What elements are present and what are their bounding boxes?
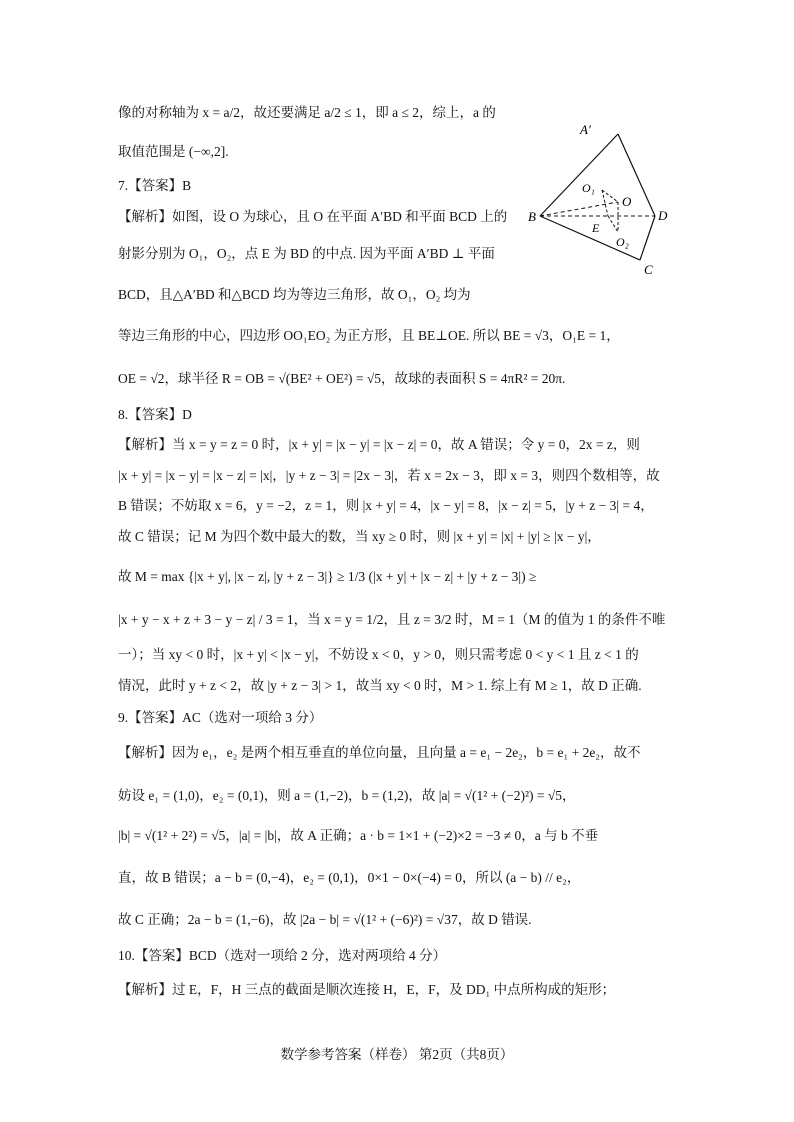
text-line: BCD，且△A′BD 和△BCD 均为等边三角形，故 O₁，O₂ 均为	[118, 287, 471, 302]
line-e-o2	[608, 216, 618, 232]
text-line: 等边三角形的中心，四边形 OO₁EO₂ 为正方形，且 BE⊥OE. 所以 BE = √3，O₁E = 1，	[118, 328, 620, 343]
page-footer: 数学参考答案（样卷） 第2页（共8页）	[280, 1047, 514, 1062]
text-line: |b| = √(1² + 2²) = √5，|a| = |b|，故 A 正确；a · b = 1×1 + (−2)×2 = −3 ≠ 0，a 与 b 不垂	[118, 828, 599, 843]
text-line: |x + y| = |x − y| = |x − z| = |x|，|y + z − 3| = |2x − 3|，若 x = 2x − 3，即 x = 3，则四个数相等，故	[118, 468, 660, 483]
label-a: A′	[580, 122, 591, 137]
question-8-answer: 8.【答案】D	[118, 407, 192, 422]
question-10-answer: 10.【答案】BCD（选对一项给 2 分，选对两项给 4 分）	[118, 948, 447, 963]
text-line: 故 C 错误；记 M 为四个数中最大的数，当 xy ≥ 0 时，则 |x + y| = |x| + |y| ≥ |x − y|，	[118, 529, 601, 544]
text-line: OE = √2，球半径 R = OB = √(BE² + OE²) = √5，故球的表面积 S = 4πR² = 20π.	[118, 371, 566, 386]
text-line: 情况，此时 y + z < 2，故 |y + z − 3| > 1，故当 xy < 0 时，M > 1. 综上有 M ≥ 1，故 D 正确.	[118, 678, 642, 693]
text-line: 【解析】因为 e₁，e₂ 是两个相互垂直的单位向量，且向量 a = e₁ − 2e₂，b = e₁ + 2e₂，故不	[118, 745, 641, 760]
text-line: 像的对称轴为 x = a/2，故还要满足 a/2 ≤ 1，即 a ≤ 2，综上，a 的	[118, 105, 496, 120]
label-b: B	[528, 209, 536, 224]
question-9-answer: 9.【答案】AC（选对一项给 3 分）	[118, 710, 323, 725]
label-o1: O₁	[582, 181, 595, 195]
text-line: 直，故 B 错误；a − b = (0,−4)，e₂ = (0,1)，0×1 − 0×(−4) = 0，所以 (a − b) // e₂，	[118, 870, 581, 885]
label-o2: O₂	[616, 235, 629, 249]
text-line: 妨设 e₁ = (1,0)，e₂ = (0,1)，则 a = (1,−2)，b = (1,2)，故 |a| = √(1² + (−2)²) = √5，	[118, 788, 576, 803]
text-line: 【解析】过 E，F，H 三点的截面是顺次连接 H，E，F，及 DD₁ 中点所构成的矩形；	[118, 982, 616, 997]
text-line: 【解析】如图，设 O 为球心，且 O 在平面 A′BD 和平面 BCD 上的	[118, 209, 508, 224]
text-line: 故 M = max {|x + y|, |x − z|, |y + z − 3|} ≥ 1/3 (|x + y| + |x − z| + |y + z − 3|) ≥	[118, 569, 537, 584]
label-e: E	[592, 221, 600, 235]
text-line: 【解析】当 x = y = z = 0 时，|x + y| = |x − y| = |x − z| = 0，故 A 错误；令 y = 0，2x = z，则	[118, 437, 640, 452]
label-c: C	[644, 262, 653, 277]
text-line: 一）；当 xy < 0 时，|x + y| < |x − y|，不妨设 x < 0，y > 0，则只需考虑 0 < y < 1 且 z < 1 的	[118, 647, 639, 662]
label-d: D	[658, 208, 668, 223]
label-o: O	[622, 194, 632, 209]
question-7-answer: 7.【答案】B	[118, 178, 192, 193]
text-line: B 错误；不妨取 x = 6，y = −2，z = 1，则 |x + y| = 4，|x − y| = 8，|x − z| = 5，|y + z − 3| = 4，	[118, 498, 654, 513]
text-line: |x + y − x + z + 3 − y − z| / 3 = 1，当 x = y = 1/2，且 z = 3/2 时，M = 1（M 的值为 1 的条件不唯	[118, 612, 666, 627]
text-line: 故 C 正确；2a − b = (1,−6)，故 |2a − b| = √(1² + (−6)²) = √37，故 D 错误.	[118, 912, 532, 927]
text-line: 取值范围是 (−∞,2].	[118, 144, 229, 159]
text-line: 射影分别为 O₁，O₂，点 E 为 BD 的中点. 因为平面 A′BD ⊥ 平面	[118, 246, 495, 261]
edge-cd	[640, 216, 655, 260]
geometry-figure	[520, 120, 690, 280]
edge-ab	[540, 134, 618, 216]
